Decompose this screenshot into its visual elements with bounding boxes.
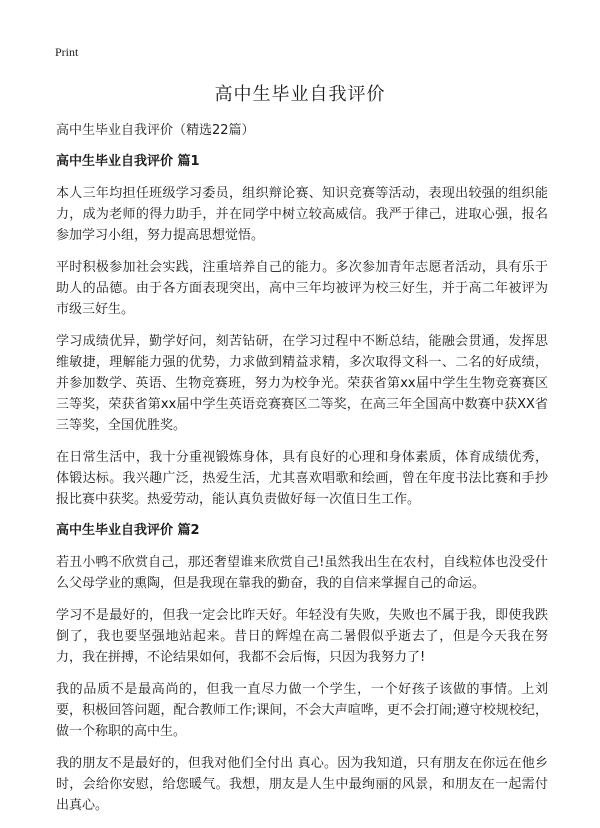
section-2-paragraph-4: 我的朋友不是最好的，但我对他们全付出 真心。因为我知道，只有朋友在你远在他乡时，会给你安慰，给您暖气。我想，朋友是人生中最绚丽的风景，和朋友在一起需付出真心。 — [56, 756, 548, 813]
section-1-paragraph-2: 平时积极参加社会实践，注重培养自己的能力。多次参加青年志愿者活动，具有乐于助人的品德。由于各方面表现突出，高中三年均被评为校三好生，并于高二年被评为市级三好生。 — [56, 260, 548, 317]
document-subtitle: 高中生毕业自我评价（精选22篇） — [56, 123, 255, 138]
document-body — [56, 121, 548, 827]
section-2-paragraph-3: 我的品质不是最高尚的，但我一直尽力做一个学生，一个好孩子该做的事情。上刘要，积极回答问题，配合教师工作;课间，不会大声喧哗，更不会打闹;遵守校规校纪，做一个称职的高中生。 — [56, 682, 548, 739]
section-2-paragraph-2: 学习不是最好的，但我一定会比昨天好。年轻没有失败，失败也不属于我，即使我跌倒了，我也要坚强地站起来。昔日的辉煌在高二暑假似乎逝去了，但是今天我在努力，我在拼搏，不论结果如何，我都不会后悔，只因为我努力了! — [56, 608, 548, 665]
section-1-paragraph-4: 在日常生活中，我十分重视锻炼身体，具有良好的心理和身体素质，体育成绩优秀，体锻达标。我兴趣广泛，热爱生活，尤其喜欢唱歌和绘画，曾在年度书法比赛和手抄报比赛中获奖。热爱劳动，能认真负责做好每一次值日生工作。 — [56, 450, 548, 507]
print-link[interactable]: Print — [55, 45, 79, 59]
section-1-paragraph-1: 本人三年均担任班级学习委员，组织辩论赛、知识竞赛等活动，表现出较强的组织能力，成为老师的得力助手，并在同学中树立较高威信。我严于律己，进取心强，报名参加学习小组，努力提高思想觉悟。 — [56, 186, 548, 243]
section-heading-1: 高中生毕业自我评价 篇1 — [56, 154, 200, 169]
section-heading-2: 高中生毕业自我评价 篇2 — [56, 523, 200, 538]
section-2-paragraph-1: 若丑小鸭不欣赏自己，那还奢望谁来欣赏自己!虽然我出生在农村，自线粒体也没受什么父母学业的熏陶，但是我现在靠我的勤奋，我的自信来掌握自己的命运。 — [56, 555, 548, 591]
document-title: 高中生毕业自我评价 — [214, 84, 386, 105]
section-1-paragraph-3: 学习成绩优异，勤学好问，刻苦钻研，在学习过程中不断总结，能融会贯通，发挥思维敏捷，理解能力强的优势，力求做到精益求精，多次取得文科一、二名的好成绩，并参加数学、英语、生物竞赛班，努力为校争光。荣获省第xx届中学生生物竞赛赛区三等奖，荣获省第xx届中学生英语竞赛赛区二等奖，在高三年全国高中数赛中获XX省三等奖，全国优胜奖。 — [56, 334, 548, 433]
